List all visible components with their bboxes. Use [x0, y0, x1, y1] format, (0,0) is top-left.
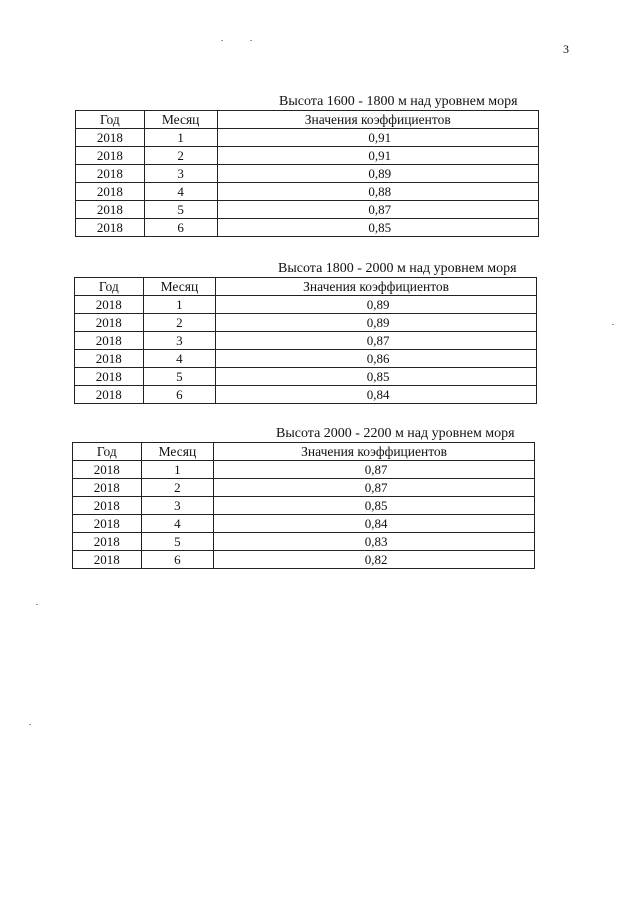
cell-month: 5	[144, 201, 217, 219]
table-row	[73, 515, 535, 533]
cell-year: 2018	[75, 386, 144, 404]
cell-year: 2018	[76, 183, 145, 201]
table-row	[76, 165, 539, 183]
table-row	[75, 386, 537, 404]
header-year: Год	[75, 278, 144, 296]
cell-month: 3	[143, 332, 216, 350]
header-month: Месяц	[144, 111, 217, 129]
table-row	[73, 533, 535, 551]
table-row	[76, 129, 539, 147]
coefficient-table	[72, 442, 535, 569]
cell-value: 0,87	[214, 461, 535, 479]
scan-speck	[250, 40, 252, 41]
cell-year: 2018	[73, 479, 142, 497]
page-number: 3	[563, 42, 569, 56]
cell-month: 2	[143, 314, 216, 332]
table-row	[73, 479, 535, 497]
cell-value: 0,85	[214, 497, 535, 515]
cell-month: 1	[144, 129, 217, 147]
cell-value: 0,86	[216, 350, 537, 368]
header-year: Год	[76, 111, 145, 129]
cell-month: 3	[144, 165, 217, 183]
cell-year: 2018	[73, 461, 142, 479]
cell-year: 2018	[76, 165, 145, 183]
header-values: Значения коэффициентов	[216, 278, 537, 296]
header-values: Значения коэффициентов	[214, 443, 535, 461]
table-caption: Высота 1800 - 2000 м над уровнем моря	[278, 261, 517, 276]
cell-value: 0,82	[214, 551, 535, 569]
scan-speck	[221, 40, 223, 41]
table-row	[75, 296, 537, 314]
cell-month: 4	[144, 183, 217, 201]
cell-year: 2018	[75, 296, 144, 314]
cell-value: 0,87	[217, 201, 538, 219]
cell-month: 4	[143, 350, 216, 368]
table-header-row	[75, 278, 537, 296]
cell-month: 1	[143, 296, 216, 314]
cell-year: 2018	[76, 201, 145, 219]
cell-year: 2018	[73, 551, 142, 569]
cell-value: 0,85	[216, 368, 537, 386]
cell-year: 2018	[75, 332, 144, 350]
header-month: Месяц	[141, 443, 214, 461]
coefficient-table	[74, 277, 537, 404]
cell-month: 2	[144, 147, 217, 165]
cell-month: 5	[141, 533, 214, 551]
cell-value: 0,85	[217, 219, 538, 237]
cell-month: 1	[141, 461, 214, 479]
cell-year: 2018	[73, 515, 142, 533]
cell-value: 0,89	[216, 314, 537, 332]
cell-month: 6	[143, 386, 216, 404]
cell-value: 0,88	[217, 183, 538, 201]
table-caption: Высота 2000 - 2200 м над уровнем моря	[276, 426, 515, 441]
table-caption: Высота 1600 - 1800 м над уровнем моря	[279, 94, 518, 109]
cell-year: 2018	[75, 368, 144, 386]
table-row	[75, 350, 537, 368]
cell-value: 0,83	[214, 533, 535, 551]
header-year: Год	[73, 443, 142, 461]
table-row	[76, 147, 539, 165]
table-row	[76, 183, 539, 201]
table-row	[75, 332, 537, 350]
table-row	[73, 461, 535, 479]
cell-year: 2018	[73, 533, 142, 551]
table-row	[73, 551, 535, 569]
coefficient-table	[75, 110, 539, 237]
header-month: Месяц	[143, 278, 216, 296]
cell-value: 0,91	[217, 147, 538, 165]
cell-month: 2	[141, 479, 214, 497]
cell-year: 2018	[75, 314, 144, 332]
cell-month: 5	[143, 368, 216, 386]
table-header-row	[73, 443, 535, 461]
table-row	[75, 368, 537, 386]
cell-month: 6	[144, 219, 217, 237]
cell-year: 2018	[73, 497, 142, 515]
cell-value: 0,91	[217, 129, 538, 147]
cell-month: 3	[141, 497, 214, 515]
cell-year: 2018	[76, 219, 145, 237]
cell-value: 0,87	[216, 332, 537, 350]
cell-year: 2018	[76, 147, 145, 165]
header-values: Значения коэффициентов	[217, 111, 538, 129]
scan-speck	[29, 724, 31, 725]
cell-month: 4	[141, 515, 214, 533]
scan-speck	[36, 604, 38, 605]
table-row	[73, 497, 535, 515]
cell-value: 0,89	[216, 296, 537, 314]
table-row	[76, 219, 539, 237]
table-header-row	[76, 111, 539, 129]
cell-value: 0,84	[216, 386, 537, 404]
table-row	[75, 314, 537, 332]
cell-year: 2018	[76, 129, 145, 147]
cell-value: 0,84	[214, 515, 535, 533]
cell-value: 0,89	[217, 165, 538, 183]
scan-speck	[612, 324, 614, 325]
cell-value: 0,87	[214, 479, 535, 497]
cell-year: 2018	[75, 350, 144, 368]
cell-month: 6	[141, 551, 214, 569]
table-row	[76, 201, 539, 219]
